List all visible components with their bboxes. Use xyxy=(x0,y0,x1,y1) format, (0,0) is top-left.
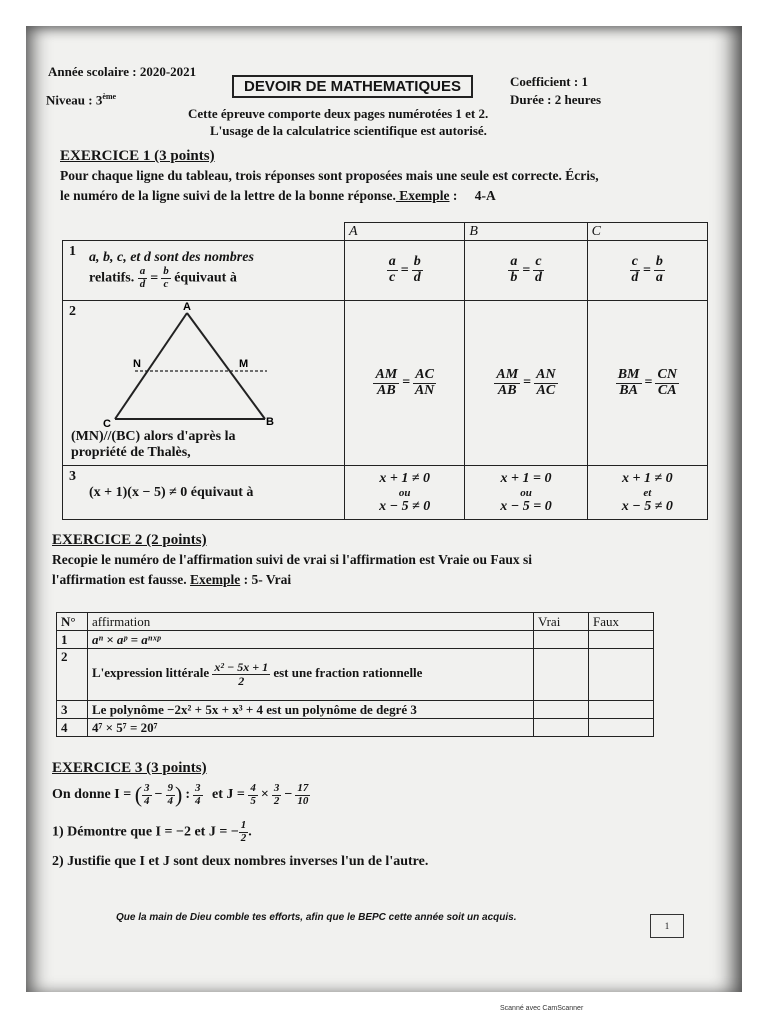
ex2-head-vrai: Vrai xyxy=(534,613,589,631)
ex3-j-a-den: 5 xyxy=(250,794,256,807)
table-row-1 xyxy=(63,241,708,301)
level-sup: ème xyxy=(102,92,117,101)
ex3-i-c-den: 4 xyxy=(195,794,201,807)
col-header-a: A xyxy=(345,223,465,241)
q-frac-1-den: d xyxy=(139,278,146,290)
r3a-line-2: x − 5 ≠ 0 xyxy=(379,498,431,514)
row-1-option-b xyxy=(465,241,587,301)
ex2-row-2-aff xyxy=(88,649,534,701)
ex3-q1-frac-den: 2 xyxy=(240,831,247,844)
ex3-i-b-den: 4 xyxy=(167,794,173,807)
row-1-option-a xyxy=(345,241,465,301)
ex3-i-c-num: 3 xyxy=(195,781,201,794)
row-1-question xyxy=(63,241,345,301)
r2a-frac-1-den: AB xyxy=(377,382,396,398)
ex3-j-frac-b xyxy=(272,783,282,807)
level xyxy=(46,92,116,108)
r2a-eq: = xyxy=(402,375,411,390)
example-colon: : xyxy=(449,188,458,203)
r2c-frac-1-den: BA xyxy=(619,382,638,398)
ex2-row-4-vrai xyxy=(534,719,589,737)
label-m: M xyxy=(239,358,249,370)
r2c-frac-2-den: CA xyxy=(657,382,677,398)
triangle-figure xyxy=(99,301,289,429)
r1a-frac-2-den: d xyxy=(413,270,421,285)
r2a-frac-2-den: AN xyxy=(414,382,435,398)
col-header-b: B xyxy=(465,223,587,241)
ex2-row-3-faux xyxy=(589,701,654,719)
row-1-number: 1 xyxy=(69,244,76,259)
r1a-eq: = xyxy=(400,262,409,278)
ex2-row-2-faux xyxy=(589,649,654,701)
r2c-eq: = xyxy=(644,375,653,390)
q-frac-1-num: a xyxy=(139,265,146,278)
row-1-equivaut: équivaut à xyxy=(174,270,237,286)
ex3-i-frac-c xyxy=(193,783,203,807)
ex3-rparen: ) xyxy=(175,782,183,807)
exercise-1-instruction-1: Pour chaque ligne du tableau, trois réponses sont proposées mais une seule est correcte. Écris, xyxy=(60,168,599,183)
row-1-text-1: a, b, c, et d sont des nombres xyxy=(89,250,254,266)
row-1-option-c xyxy=(587,241,707,301)
r3c-line-2: x − 5 ≠ 0 xyxy=(621,498,673,514)
ex2-example-rest: : 5- Vrai xyxy=(240,572,292,587)
r2b-frac-2-num: AN xyxy=(536,366,556,382)
col-header-c: C xyxy=(587,223,707,241)
ex2-row-2-pre: L'expression littérale xyxy=(92,665,210,681)
r3a-line-1: x + 1 ≠ 0 xyxy=(379,470,431,486)
r1b-frac-1 xyxy=(508,255,519,285)
table-header-row xyxy=(63,223,708,241)
ex2-row-3-vrai xyxy=(534,701,589,719)
r3c-line-1: x + 1 ≠ 0 xyxy=(621,470,673,486)
ex2-head-aff: affirmation xyxy=(88,613,534,631)
ex3-i-frac-a xyxy=(142,783,152,807)
r1b-frac-1-num: a xyxy=(510,254,518,270)
row-3-option-c xyxy=(587,466,707,520)
r1b-frac-1-den: b xyxy=(510,270,518,285)
r1a-frac-1-num: a xyxy=(388,254,396,270)
ex3-question-2: 2) Justifie que I et J sont deux nombres inverses l'un de l'autre. xyxy=(52,854,429,869)
duration: Durée : 2 heures xyxy=(510,92,602,107)
row-3-option-b xyxy=(465,466,587,520)
exercise-3-title: EXERCICE 3 (3 points) xyxy=(52,760,207,776)
r2a-frac-1-num: AM xyxy=(375,366,398,382)
r2b-frac-1-num: AM xyxy=(496,366,519,382)
q-eq: = xyxy=(150,270,159,286)
r2b-eq: = xyxy=(523,375,532,390)
label-b: B xyxy=(266,416,274,428)
row-3-question xyxy=(63,466,345,520)
table-row-2 xyxy=(63,301,708,466)
row-2-question xyxy=(63,301,345,466)
row-2-number: 2 xyxy=(69,304,76,319)
ex3-q1-text: 1) Démontre que I = −2 et J = − xyxy=(52,824,239,840)
example-value: 4-A xyxy=(474,188,496,203)
ex3-j-frac-a xyxy=(248,783,258,807)
ex3-j-times: × xyxy=(260,787,269,802)
ex2-instruction-text: l'affirmation est fausse. xyxy=(52,572,187,587)
ex2-row-1 xyxy=(57,631,654,649)
table-row-3 xyxy=(63,466,708,520)
school-year: Année scolaire : 2020-2021 xyxy=(48,64,197,79)
ex2-head-faux: Faux xyxy=(589,613,654,631)
coefficient: Coefficient : 1 xyxy=(510,74,588,89)
exercise-1-instruction-2 xyxy=(60,188,496,204)
ex3-i-a-num: 3 xyxy=(144,781,150,794)
footer-blessing: Que la main de Dieu comble tes efforts, afin que le BEPC cette année soit un acquis. xyxy=(116,912,517,923)
exercise-2-title: EXERCICE 2 (2 points) xyxy=(52,532,207,548)
ex2-row-1-aff: aⁿ × aᵖ = aⁿˣᵖ xyxy=(88,631,534,649)
r2b-frac-2 xyxy=(534,368,557,398)
ex2-row-2-post: est une fraction rationnelle xyxy=(273,665,423,681)
row-3-text: (x + 1)(x − 5) ≠ 0 équivaut à xyxy=(89,484,254,500)
ex2-row-2-num: 2 xyxy=(57,649,88,701)
side-ab xyxy=(187,313,265,419)
q-frac-2 xyxy=(161,266,171,290)
ex3-j-a-num: 4 xyxy=(250,781,256,794)
r1b-frac-2 xyxy=(533,255,543,285)
ex3-i-b-num: 9 xyxy=(167,781,173,794)
r1b-frac-2-den: d xyxy=(534,270,542,285)
r1c-frac-2-num: b xyxy=(655,254,663,270)
ex2-row-4-faux xyxy=(589,719,654,737)
exam-title: DEVOIR DE MATHEMATIQUES xyxy=(232,75,473,98)
r3b-line-1: x + 1 = 0 xyxy=(500,470,552,486)
r2b-frac-2-den: AC xyxy=(536,382,556,398)
label-a: A xyxy=(183,301,191,313)
row-1-text-2 xyxy=(89,266,340,290)
ex3-i-div: : xyxy=(185,787,190,802)
ex2-header-row xyxy=(57,613,654,631)
r3a-connector: ou xyxy=(398,486,411,499)
ex2-row-1-faux xyxy=(589,631,654,649)
ex2-row-3-aff: Le polynôme −2x² + 5x + x³ + 4 est un polynôme de degré 3 xyxy=(88,701,534,719)
ex2-example-label: Exemple xyxy=(189,572,241,587)
note-calculator: L'usage de la calculatrice scientifique est autorisé. xyxy=(210,123,487,138)
r2c-frac-2 xyxy=(655,368,678,398)
row-2-option-a xyxy=(345,301,465,466)
r3c-connector: et xyxy=(643,486,652,499)
r1b-frac-2-num: c xyxy=(535,254,542,270)
ex3-i-minus: − xyxy=(154,787,163,802)
row-2-option-c xyxy=(587,301,707,466)
example-label: Exemple xyxy=(395,188,450,203)
ex2-row-3 xyxy=(57,701,654,719)
ex2-row-1-vrai xyxy=(534,631,589,649)
ex3-question-1 xyxy=(52,820,252,844)
ex3-j-frac-c xyxy=(295,783,310,807)
r1c-frac-1-den: d xyxy=(631,270,639,285)
row-2-option-b xyxy=(465,301,587,466)
r1a-frac-1 xyxy=(387,255,398,285)
ex3-lparen: ( xyxy=(134,782,143,807)
ex3-q1-end: . xyxy=(248,824,252,840)
r2c-frac-1-num: BM xyxy=(617,366,640,382)
exercise-2-table xyxy=(56,612,654,737)
r2a-frac-2-num: AC xyxy=(415,366,434,382)
q-frac-1 xyxy=(138,266,148,290)
side-ac xyxy=(115,313,187,419)
r1c-frac-1 xyxy=(630,255,640,285)
ex2-row-4-num: 4 xyxy=(57,719,88,737)
ex3-j-minus: − xyxy=(284,787,293,802)
page-number: 1 xyxy=(650,914,684,938)
exercise-1-table xyxy=(62,222,708,520)
r3b-line-2: x − 5 = 0 xyxy=(500,498,552,514)
ex3-i-a-den: 4 xyxy=(144,794,150,807)
label-c: C xyxy=(103,418,111,429)
scanner-watermark: Scanné avec CamScanner xyxy=(500,1005,584,1012)
ex2-row-2-frac xyxy=(212,661,270,687)
r2a-frac-1 xyxy=(373,368,399,398)
instruction-2-text: le numéro de la ligne suivi de la lettre de la bonne réponse. xyxy=(60,188,396,203)
ex2-row-3-num: 3 xyxy=(57,701,88,719)
ex2-head-num: N° xyxy=(57,613,88,631)
r2c-frac-1 xyxy=(616,368,642,398)
q-frac-2-num: b xyxy=(163,265,169,278)
r2b-frac-1-den: AB xyxy=(497,382,517,398)
ex2-row-2-vrai xyxy=(534,649,589,701)
r1c-eq: = xyxy=(642,262,651,278)
label-n: N xyxy=(133,358,141,370)
r2a-frac-2 xyxy=(413,368,436,398)
r2c-frac-2-num: CN xyxy=(657,366,677,382)
ex3-j-c-den: 10 xyxy=(297,794,309,807)
r1c-frac-2 xyxy=(654,255,665,285)
ex3-given xyxy=(52,782,310,808)
level-text: Niveau : 3 xyxy=(46,92,103,108)
header-empty xyxy=(63,223,345,241)
row-3-number: 3 xyxy=(69,469,76,484)
q-frac-2-den: c xyxy=(163,278,169,290)
ex3-i-frac-b xyxy=(166,783,176,807)
ex3-q1-frac-num: 1 xyxy=(240,819,247,831)
exercise-2-instruction-2 xyxy=(52,572,291,588)
r1a-frac-2-num: b xyxy=(413,254,421,270)
r3b-connector: ou xyxy=(520,486,532,499)
ex3-j-c-num: 17 xyxy=(297,781,309,794)
row-3-option-a xyxy=(345,466,465,520)
row-2-text-1: (MN)//(BC) alors d'après la xyxy=(71,429,236,444)
ex2-row-2-frac-num: x² − 5x + 1 xyxy=(214,660,269,675)
ex3-and-j: et J = xyxy=(212,787,245,803)
note-pages: Cette épreuve comporte deux pages numérotées 1 et 2. xyxy=(188,106,489,121)
row-2-text-2: propriété de Thalès, xyxy=(71,445,191,460)
exercise-1-title: EXERCICE 1 (3 points) xyxy=(60,148,215,164)
r1a-frac-1-den: c xyxy=(389,270,396,285)
ex3-j-b-num: 3 xyxy=(273,781,280,794)
ex2-row-1-num: 1 xyxy=(57,631,88,649)
ex3-q1-frac xyxy=(239,820,249,844)
ex2-row-2-frac-den: 2 xyxy=(238,674,245,688)
ex3-j-b-den: 2 xyxy=(273,794,280,807)
r2b-frac-1 xyxy=(494,368,520,398)
r1b-eq: = xyxy=(522,262,531,278)
r1a-frac-2 xyxy=(412,255,423,285)
ex2-row-4 xyxy=(57,719,654,737)
ex3-on-donne: On donne I = xyxy=(52,787,132,803)
ex2-row-2 xyxy=(57,649,654,701)
row-1-relatifs: relatifs. xyxy=(89,270,135,286)
exercise-2-instruction-1: Recopie le numéro de l'affirmation suivi de vrai si l'affirmation est Vraie ou Faux si xyxy=(52,552,532,567)
r1c-frac-2-den: a xyxy=(655,270,663,285)
ex2-row-4-aff: 4⁷ × 5⁷ = 20⁷ xyxy=(88,719,534,737)
r1c-frac-1-num: c xyxy=(631,254,638,270)
